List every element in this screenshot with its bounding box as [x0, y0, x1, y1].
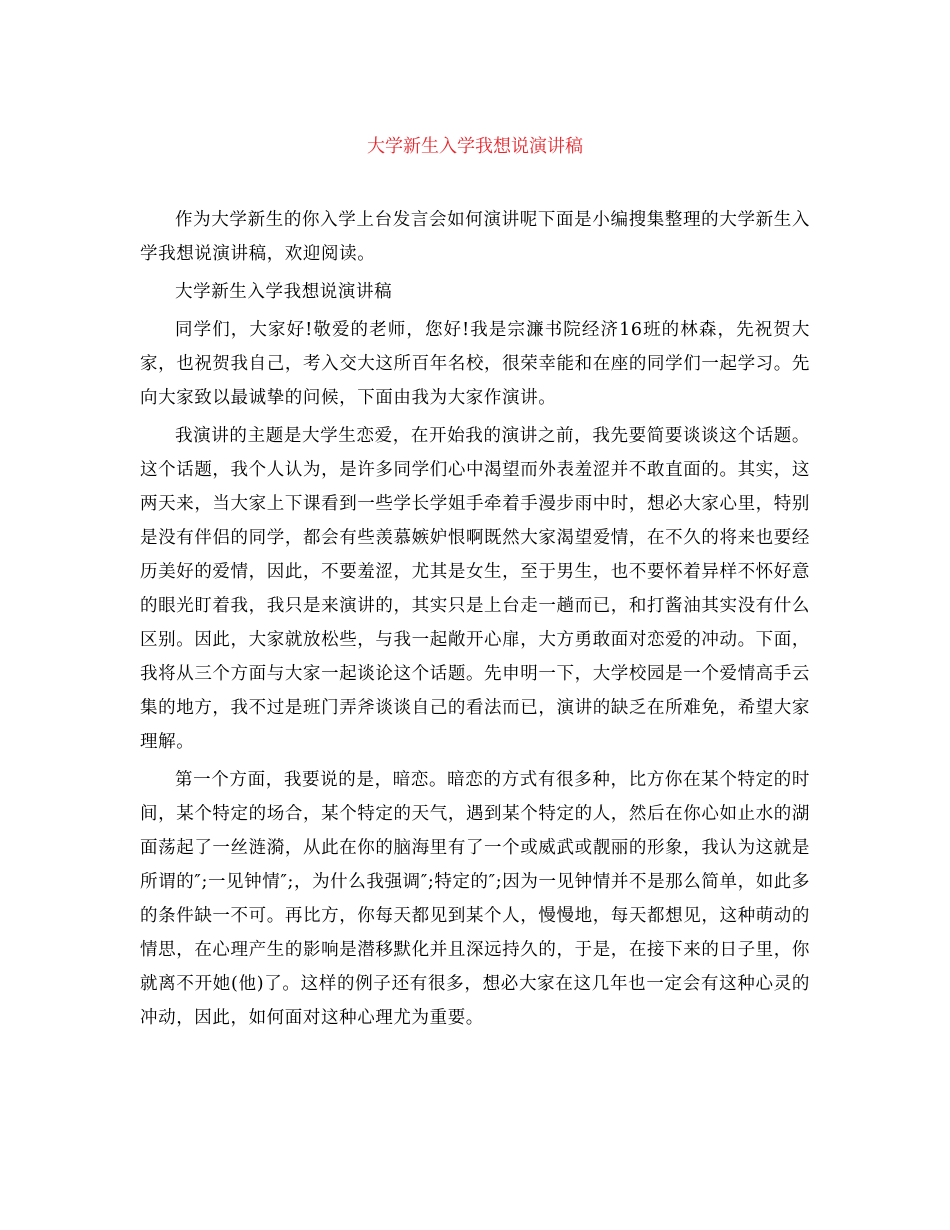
paragraph-subtitle: 大学新生入学我想说演讲稿: [175, 282, 393, 302]
document-body: [140, 203, 810, 1039]
paragraph-topic: 我演讲的主题是大学生恋爱，在开始我的演讲之前，我先要简要谈谈这个话题。这个话题，我个人认为，是许多同学们心中渴望而外表羞涩并不敢直面的。其实，这两天来，当大家上下课看到一些学长学姐手牵着手漫步雨中时，想必大家心里，特别是没有伴侣的同学，都会有些羡慕嫉妒恨啊既然大家渴望爱情，在不久的将来也要经历美好的爱情，因此，不要羞涩，尤其是女生，至于男生，也不要怀着异样不怀好意的眼光盯着我，我只是来演讲的，其实只是上台走一趟而已，和打酱油其实没有什么区别。因此，大家就放松些，与我一起敞开心扉，大方勇敢面对恋爱的冲动。下面，我将从三个方面与大家一起谈论这个话题。先申明一下，大学校园是一个爱情高手云集的地方，我不过是班门弄斧谈谈自己的看法而已，演讲的缺乏在所难免，希望大家理解。: [140, 426, 810, 752]
paragraph-intro: 作为大学新生的你入学上台发言会如何演讲呢下面是小编搜集整理的大学新生入学我想说演讲稿，欢迎阅读。: [140, 210, 810, 264]
paragraph-greeting: 同学们，大家好!敬爱的老师，您好!我是宗濂书院经济16班的林森，先祝贺大家，也祝贺我自己，考入交大这所百年名校，很荣幸能和在座的同学们一起学习。先向大家致以最诚挚的问候，下面由我为大家作演讲。: [140, 320, 810, 408]
document-title: 大学新生入学我想说演讲稿: [367, 136, 583, 157]
paragraph-first-aspect: 第一个方面，我要说的是，暗恋。暗恋的方式有很多种，比方你在某个特定的时间，某个特定的场合，某个特定的天气，遇到某个特定的人，然后在你心如止水的湖面荡起了一丝涟漪，从此在你的脑海里有了一个或威武或靓丽的形象，我认为这就是所谓的″;一见钟情″;，为什么我强调″;特定的″;因为一见钟情并不是那么简单，如此多的条件缺一不可。再比方，你每天都见到某个人，慢慢地，每天都想见，这种萌动的情思，在心理产生的影响是潜移默化并且深远持久的，于是，在接下来的日子里，你就离不开她(他)了。这样的例子还有很多，想必大家在这几年也一定会有这种心灵的冲动，因此，如何面对这种心理尤为重要。: [140, 770, 810, 1028]
